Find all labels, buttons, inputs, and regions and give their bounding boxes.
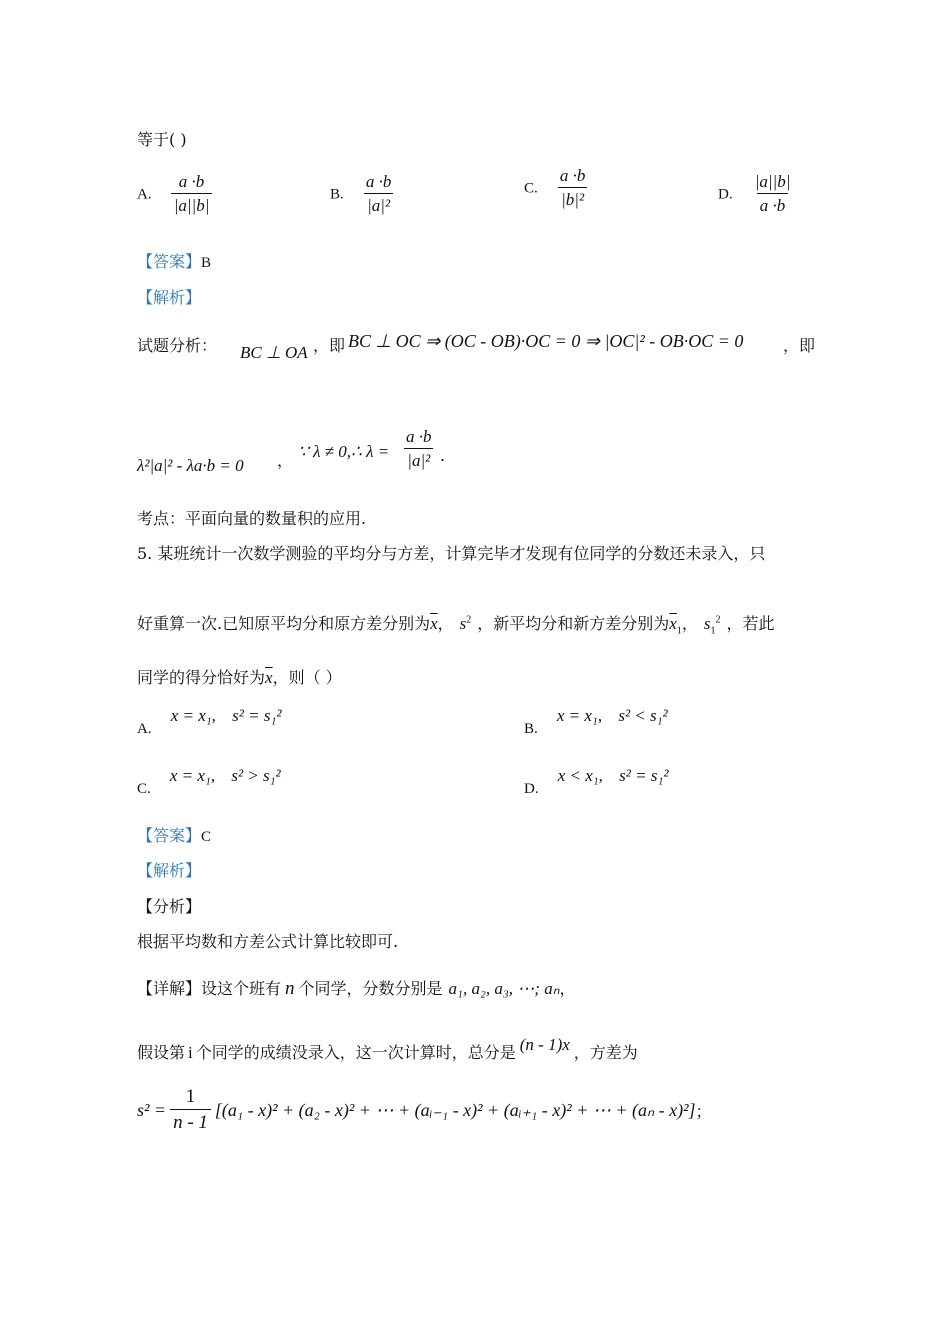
analysis-equation: ∵ λ ≠ 0,∴ λ = bbox=[298, 442, 390, 461]
fraction-numerator: a ·b bbox=[365, 172, 392, 191]
detail-line bbox=[137, 976, 575, 1000]
q5-option-b: B. x = x₁, s² < s₁² bbox=[524, 706, 668, 737]
fenxi-text: 根据平均数和方差公式计算比较即可. bbox=[137, 932, 399, 951]
answer-line bbox=[137, 249, 211, 272]
comma: ， bbox=[277, 451, 294, 470]
option-fraction bbox=[557, 166, 589, 210]
stem-text: ， bbox=[437, 614, 454, 633]
stem-text: 同学的得分恰好为 bbox=[137, 668, 266, 687]
total-expression: (n - 1)x bbox=[519, 1035, 570, 1054]
option-label: C. bbox=[524, 180, 538, 197]
option-label: C. bbox=[137, 781, 151, 797]
stem-text: ， bbox=[681, 614, 698, 633]
variance-lhs: s² = bbox=[137, 1099, 167, 1120]
analysis-equation: BC ⊥ OC ⇒ (OC - OB)·OC = 0 ⇒ |OC|² - OB·OC = 0 bbox=[348, 331, 744, 351]
period: . bbox=[440, 446, 446, 465]
stem-text: ，若此 bbox=[726, 614, 775, 633]
q5-option-a: A. x = x₁, s² = s₁² bbox=[137, 706, 282, 737]
fraction-numerator: a ·b bbox=[406, 427, 432, 446]
score-sequence: a₁, a₂, a₃, ⋯; aₙ bbox=[448, 979, 560, 998]
option-text-variance: s² < s₁² bbox=[618, 706, 668, 725]
detail-tag: 【详解】 bbox=[137, 979, 202, 998]
q4-option-d bbox=[718, 172, 793, 216]
fraction-numerator: 1 bbox=[185, 1086, 196, 1107]
q5-stem-line1: 5. 某班统计一次数学测验的平均分与方差，计算完毕才发现有位同学的分数还未录入，只 bbox=[137, 544, 766, 563]
assume-text: ，方差为 bbox=[573, 1043, 638, 1062]
assume-line bbox=[137, 1035, 638, 1063]
assume-text: 个同学的成绩没录入，这一次计算时，总分是 bbox=[195, 1043, 516, 1062]
fraction-denominator: n - 1 bbox=[170, 1109, 211, 1134]
detail-text: 设这个班有 bbox=[201, 979, 282, 998]
var-i: i bbox=[188, 1043, 193, 1062]
q5-option-d: D. x < x₁, s² = s₁² bbox=[524, 766, 669, 797]
detail-text: ， bbox=[559, 979, 576, 998]
analysis-connector: ，即 bbox=[313, 336, 346, 355]
fraction-numerator: a ·b bbox=[178, 172, 205, 191]
option-fraction bbox=[363, 172, 395, 216]
var-n: n bbox=[285, 978, 295, 999]
option-fraction bbox=[752, 172, 794, 216]
analysis-connector: ，即 bbox=[783, 336, 816, 355]
stem-text: ，新平均分和新方差分别为 bbox=[477, 614, 670, 633]
q4-option-c bbox=[524, 166, 588, 210]
analysis-prefix: 试题分析： bbox=[137, 336, 218, 355]
mean-symbol: $\overline{x}$ bbox=[265, 668, 273, 687]
answer-value: B bbox=[201, 255, 212, 271]
analysis-tag: 【解析】 bbox=[137, 861, 202, 880]
q5-stem-line3 bbox=[137, 665, 342, 688]
analysis-condition: BC ⊥ OA bbox=[240, 343, 308, 362]
variance-formula bbox=[137, 1086, 712, 1134]
new-mean-symbol: $\overline{x}_1$ bbox=[669, 614, 682, 637]
option-label: A. bbox=[137, 721, 152, 737]
analysis-fraction bbox=[403, 427, 435, 471]
variance-fraction bbox=[170, 1086, 211, 1134]
option-text-variance: s² = s₁² bbox=[619, 766, 669, 785]
q5-option-c: C. x = x₁, s² > s₁² bbox=[137, 766, 281, 797]
answer-tag: 【答案】 bbox=[137, 826, 202, 845]
question-stem-tail: 等于( ) bbox=[137, 130, 187, 149]
fraction-denominator: |a|² bbox=[404, 448, 433, 471]
fraction-denominator: |b|² bbox=[558, 187, 587, 210]
new-variance-symbol: $s_1^2$ bbox=[703, 614, 721, 637]
q4-option-b bbox=[330, 172, 394, 216]
q4-option-a bbox=[137, 172, 212, 216]
variance-end: ； bbox=[695, 1101, 712, 1121]
option-text-mean: x < x₁ bbox=[557, 766, 599, 785]
option-label: A. bbox=[137, 186, 152, 203]
option-label: B. bbox=[524, 721, 538, 737]
analysis-equation: λ²|a|² - λa·b = 0 bbox=[137, 456, 244, 475]
fenxi-tag: 【分析】 bbox=[137, 897, 202, 916]
variance-sum: [(a₁ - x)² + (a₂ - x)² + ⋯ + (aᵢ₋₁ - x)² + (aᵢ₊₁ - x)² + ⋯ + (aₙ - x)²] bbox=[214, 1099, 696, 1120]
option-label: D. bbox=[718, 186, 733, 203]
fraction-numerator: a ·b bbox=[559, 166, 586, 185]
option-fraction bbox=[171, 172, 213, 216]
option-label: D. bbox=[524, 781, 539, 797]
answer-line bbox=[137, 823, 211, 846]
answer-tag: 【答案】 bbox=[137, 252, 202, 271]
fraction-denominator: a ·b bbox=[757, 193, 789, 216]
option-text-mean: x = x₁ bbox=[170, 706, 212, 725]
mean-symbol: $\overline{x}$ bbox=[430, 614, 438, 633]
kaodian: 考点：平面向量的数量积的应用. bbox=[137, 509, 367, 528]
analysis-lambda-fraction bbox=[403, 427, 435, 471]
option-text-variance: s² > s₁² bbox=[231, 766, 281, 785]
fraction-numerator: |a||b| bbox=[754, 172, 791, 191]
detail-text: 个同学，分数分别是 bbox=[298, 979, 443, 998]
assume-text: 假设第 bbox=[137, 1043, 186, 1062]
option-text-variance: s² = s₁² bbox=[232, 706, 282, 725]
analysis-tag: 【解析】 bbox=[137, 288, 202, 307]
fraction-denominator: |a||b| bbox=[171, 193, 213, 216]
variance-symbol: $s^2$ bbox=[459, 614, 472, 633]
stem-text: 好重算一次.已知原平均分和原方差分别为 bbox=[137, 614, 431, 633]
option-label: B. bbox=[330, 186, 344, 203]
stem-text: ，则（ ） bbox=[272, 668, 342, 687]
option-text-mean: x = x₁ bbox=[556, 706, 598, 725]
option-text-mean: x = x₁ bbox=[169, 766, 211, 785]
q5-stem-line2 bbox=[137, 611, 775, 636]
answer-value: C bbox=[201, 829, 212, 845]
fraction-denominator: |a|² bbox=[364, 193, 393, 216]
